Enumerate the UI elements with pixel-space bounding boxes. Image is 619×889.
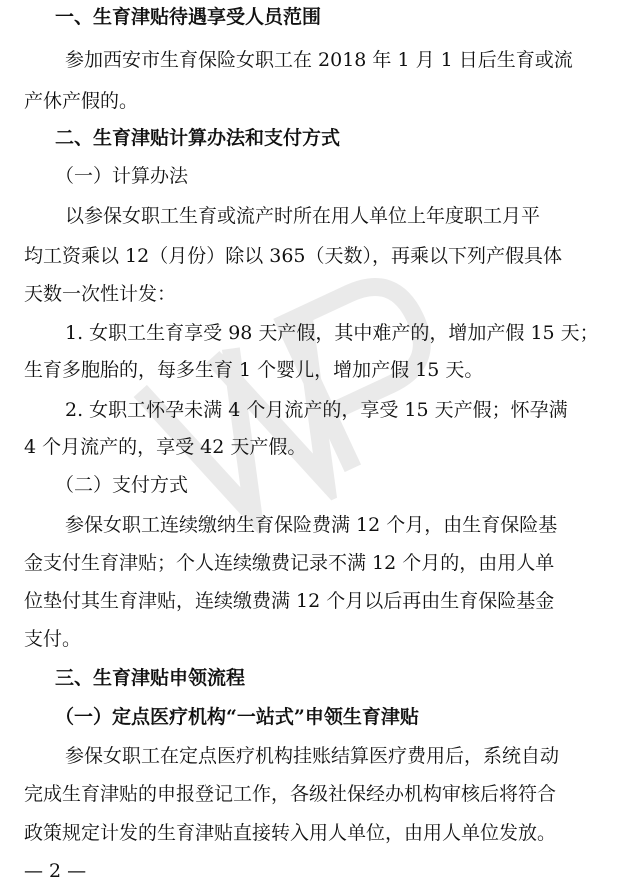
paragraph-line: 完成生育津贴的申报登记工作，各级社保经办机构审核后将符合 (24, 783, 557, 805)
paragraph-line: 4 个月流产的，享受 42 天产假。 (24, 436, 307, 458)
subheading-payment-method: （二）支付方式 (55, 474, 189, 496)
paragraph-line: 生育多胞胎的，每多生育 1 个婴儿，增加产假 15 天。 (24, 359, 484, 381)
paragraph-line: 金支付生育津贴；个人连续缴费记录不满 12 个月的，由用人单 (24, 552, 555, 574)
paragraph-line: 支付。 (24, 628, 82, 650)
paragraph-line: 均工资乘以 12（月份）除以 365（天数），再乘以下列产假具体 (24, 245, 563, 267)
subheading-one-stop: （一）定点医疗机构“一站式”申领生育津贴 (55, 706, 419, 728)
heading-application-process: 三、生育津贴申领流程 (55, 667, 246, 689)
subheading-calculation-method: （一）计算办法 (55, 165, 189, 187)
paragraph-line: 天数一次性计发： (24, 283, 177, 305)
list-item: 2. 女职工怀孕未满 4 个月流产的，享受 15 天产假；怀孕满 (65, 399, 568, 421)
list-item: 1. 女职工生育享受 98 天产假，其中难产的，增加产假 15 天； (65, 322, 599, 344)
heading-scope: 一、生育津贴待遇享受人员范围 (55, 6, 322, 28)
page-number: — 2 — (24, 860, 87, 882)
paragraph-line: 位垫付其生育津贴，连续缴费满 12 个月以后再由生育保险基金 (24, 590, 555, 612)
paragraph-line: 参保女职工连续缴纳生育保险费满 12 个月，由生育保险基 (65, 514, 558, 536)
paragraph-line: 政策规定计发的生育津贴直接转入用人单位，由用人单位发放。 (24, 822, 557, 844)
paragraph-line: 产休产假的。 (24, 90, 139, 112)
paragraph-line: 以参保女职工生育或流产时所在用人单位上年度职工月平 (65, 205, 541, 227)
paragraph-line: 参加西安市生育保险女职工在 2018 年 1 月 1 日后生育或流 (65, 49, 573, 71)
heading-calculation: 二、生育津贴计算办法和支付方式 (55, 127, 341, 149)
paragraph-line: 参保女职工在定点医疗机构挂账结算医疗费用后，系统自动 (65, 745, 560, 767)
